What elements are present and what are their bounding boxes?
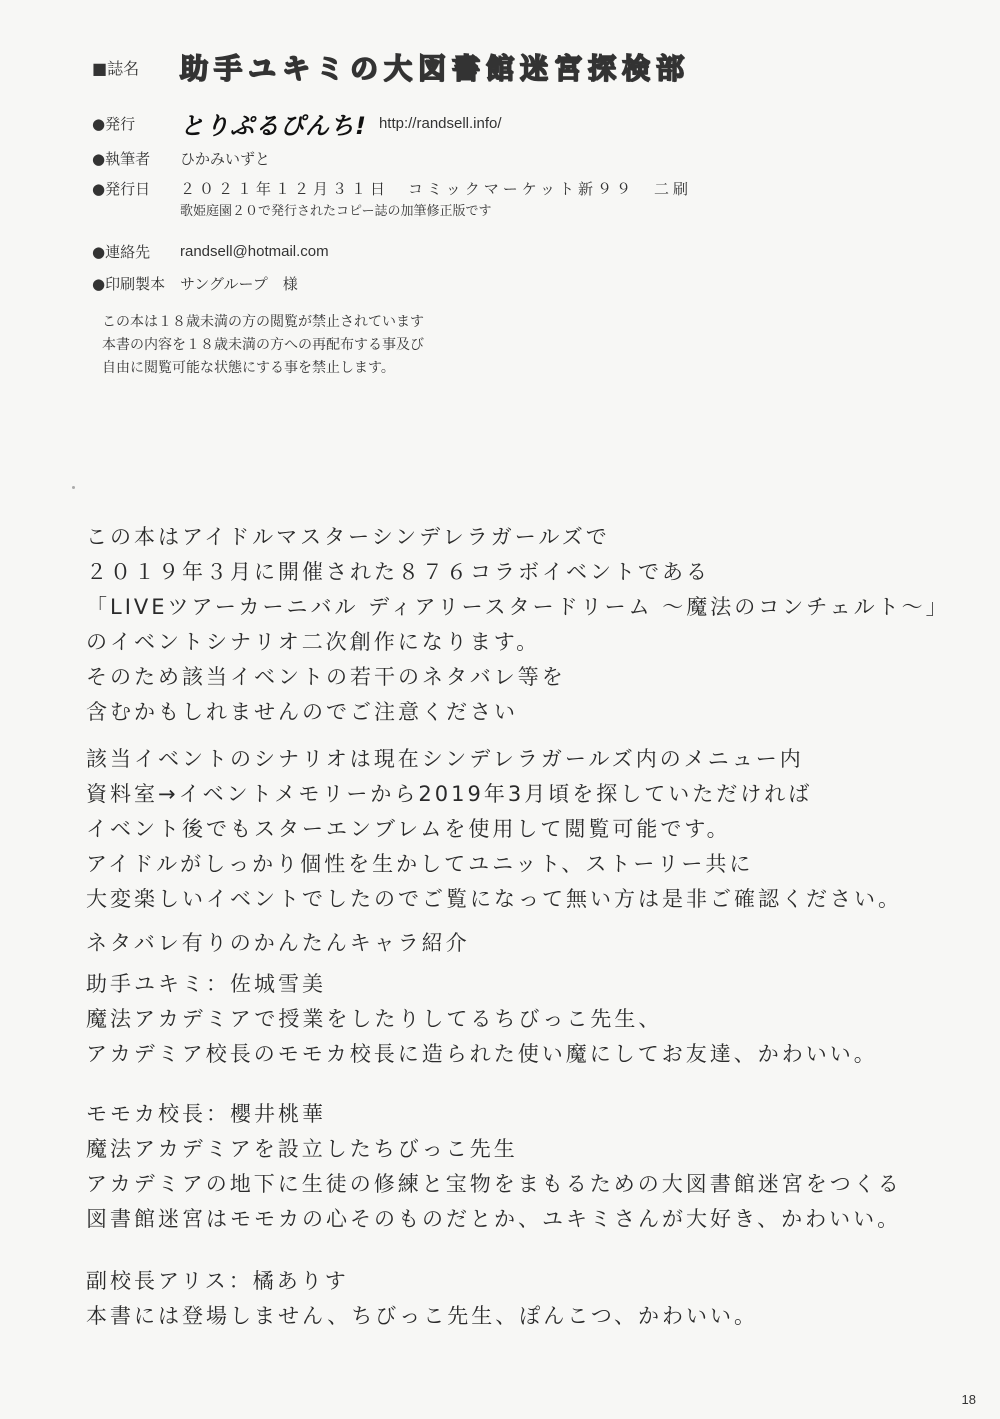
author-label: ●執筆者: [92, 149, 151, 168]
intro-line: 「LIVEツアーカーニバル ディアリースタードリーム ～魔法のコンチェルト～」: [86, 595, 950, 619]
character-name: モモカ校長：櫻井桃華: [86, 1102, 326, 1126]
colophon: [92, 50, 952, 380]
circle-logo: とりぷるぴんち!: [180, 111, 367, 140]
publication-date: ２０２１年１２月３１日 コミックマーケット新９９ 二刷: [180, 179, 692, 198]
intro-line: この本はアイドルマスターシンデレラガールズで: [86, 525, 610, 549]
printer-name: サングループ 様: [180, 274, 298, 293]
author-name: ひかみいずと: [180, 149, 271, 168]
publisher-url[interactable]: http://randsell.info/: [378, 114, 502, 132]
contact-label: ●連絡先: [92, 242, 151, 261]
warning-line: この本は１８歳未満の方の閲覧が禁止されています: [102, 314, 424, 330]
intro-line: ２０１９年３月に開催された８７６コラボイベントである: [86, 560, 710, 584]
publisher-row: [92, 108, 952, 138]
title-row: [92, 50, 952, 84]
scenario-block: [86, 742, 966, 917]
edition-note: 歌姫庭園２０で発行されたコピー誌の加筆修正版です: [180, 204, 492, 219]
character-desc: 本書には登場しません、ちびっこ先生、ぽんこつ、かわいい。: [86, 1304, 758, 1328]
character-desc: 魔法アカデミアで授業をしたりしてるちびっこ先生、: [86, 1007, 663, 1031]
intro-line: のイベントシナリオ二次創作になります。: [86, 630, 541, 654]
character-name: 助手ユキミ：佐城雪美: [86, 972, 326, 996]
page-number: 18: [961, 1392, 976, 1407]
scenario-line: 資料室→イベントメモリーから2019年3月頃を探していただければ: [86, 782, 813, 806]
character-desc: アカデミア校長のモモカ校長に造られた使い魔にしてお友達、かわいい。: [86, 1042, 878, 1066]
warning-line: 自由に閲覧可能な状態にする事を禁止します。: [102, 360, 395, 376]
warning-line: 本書の内容を１８歳未満の方への再配布する事及び: [102, 337, 424, 353]
character-name: 副校長アリス：橘ありす: [86, 1269, 349, 1293]
character-desc: アカデミアの地下に生徒の修練と宝物をまもるための大図書館迷宮をつくる: [86, 1172, 902, 1196]
contact-email[interactable]: randsell@hotmail.com: [180, 242, 329, 260]
intro-block: [86, 520, 966, 730]
date-row: [92, 174, 952, 202]
printer-label: ●印刷製本: [92, 274, 166, 293]
character-momoka: [86, 1097, 966, 1237]
publisher-label: ●発行: [92, 114, 136, 133]
author-row: [92, 144, 952, 172]
character-arisu: [86, 1264, 966, 1334]
scenario-line: イベント後でもスターエンブレムを使用して閲覧可能です。: [86, 817, 731, 841]
characters-heading-block: [86, 926, 966, 961]
character-yukimi: [86, 967, 966, 1072]
character-desc: 図書館迷宮はモモカの心そのものだとか、ユキミさんが大好き、かわいい。: [86, 1207, 902, 1231]
title-label: ■誌名: [92, 58, 140, 78]
character-desc: 魔法アカデミアを設立したちびっこ先生: [86, 1137, 518, 1161]
scenario-line: アイドルがしっかり個性を生かしてユニット、ストーリー共に: [86, 852, 754, 876]
contact-row: [92, 237, 952, 265]
intro-line: そのため該当イベントの若干のネタバレ等を: [86, 665, 566, 689]
age-warning: [102, 311, 952, 380]
characters-heading: ネタバレ有りのかんたんキャラ紹介: [86, 931, 470, 955]
book-title: 助手ユキミの大図書館迷宮探検部: [180, 52, 691, 85]
scenario-line: 該当イベントのシナリオは現在シンデレラガールズ内のメニュー内: [86, 747, 804, 771]
scenario-line: 大変楽しいイベントでしたのでご覧になって無い方は是非ご確認ください。: [86, 887, 902, 911]
date-label: ●発行日: [92, 179, 151, 198]
paper-speck: [72, 486, 75, 489]
printer-row: [92, 269, 952, 297]
intro-line: 含むかもしれませんのでご注意ください: [86, 700, 518, 724]
